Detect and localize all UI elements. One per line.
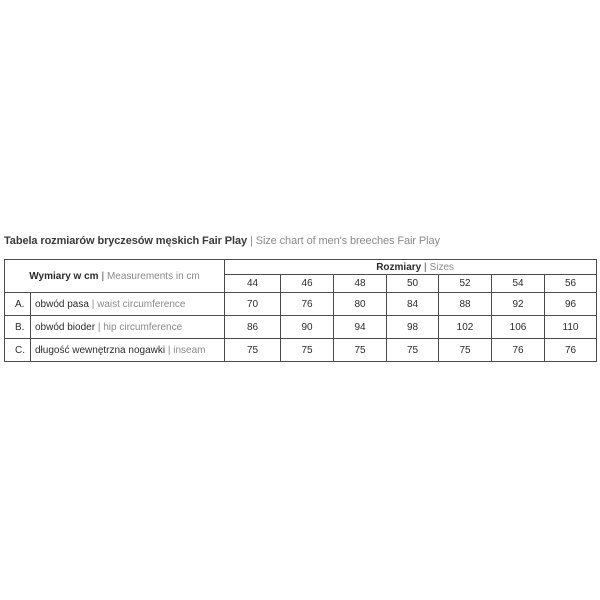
row-label-separator: |	[167, 344, 171, 356]
row-label	[31, 339, 225, 362]
size-cell: 54	[492, 275, 545, 293]
measurements-header	[5, 260, 225, 293]
sizes-header-en: Sizes	[429, 261, 455, 273]
row-label	[31, 316, 225, 339]
sizes-header	[225, 260, 597, 275]
size-cell: 50	[387, 275, 439, 293]
sizes-header-pl: Rozmiary	[376, 261, 422, 273]
value-cell: 70	[225, 293, 281, 316]
size-cell: 44	[225, 275, 281, 293]
title-separator: |	[249, 235, 253, 247]
row-label-en: waist circumference	[97, 298, 186, 310]
row-label-separator: |	[97, 321, 101, 333]
value-cell: 94	[334, 316, 387, 339]
title-polish: Tabela rozmiarów bryczesów męskich Fair Play	[4, 235, 247, 247]
value-cell: 75	[281, 339, 334, 362]
row-letter: A.	[5, 293, 31, 316]
size-chart-table	[4, 259, 597, 362]
value-cell: 90	[281, 316, 334, 339]
sizes-header-separator: |	[423, 261, 427, 273]
value-cell: 110	[545, 316, 597, 339]
measurements-header-separator: |	[101, 270, 105, 282]
table-row	[5, 316, 597, 339]
value-cell: 76	[545, 339, 597, 362]
value-cell: 96	[545, 293, 597, 316]
row-label-pl: obwód bioder	[35, 321, 96, 333]
value-cell: 80	[334, 293, 387, 316]
row-label-en: hip circumference	[103, 321, 183, 333]
size-cell: 46	[281, 275, 334, 293]
size-cell: 52	[439, 275, 492, 293]
value-cell: 75	[439, 339, 492, 362]
row-label	[31, 293, 225, 316]
value-cell: 84	[387, 293, 439, 316]
measurements-header-pl: Wymiary w cm	[29, 270, 99, 282]
value-cell: 88	[439, 293, 492, 316]
value-cell: 106	[492, 316, 545, 339]
row-letter: B.	[5, 316, 31, 339]
value-cell: 98	[387, 316, 439, 339]
value-cell: 102	[439, 316, 492, 339]
page-title	[4, 235, 440, 247]
size-cell: 56	[545, 275, 597, 293]
value-cell: 75	[387, 339, 439, 362]
value-cell: 76	[492, 339, 545, 362]
value-cell: 76	[281, 293, 334, 316]
table-row	[5, 293, 597, 316]
row-label-separator: |	[91, 298, 95, 310]
row-label-pl: długość wewnętrzna nogawki	[35, 344, 166, 356]
row-label-en: inseam	[173, 344, 206, 356]
value-cell: 86	[225, 316, 281, 339]
header-row-top	[5, 260, 597, 275]
row-letter: C.	[5, 339, 31, 362]
measurements-header-en: Measurements in cm	[106, 270, 200, 282]
title-english: Size chart of men's breeches Fair Play	[255, 235, 440, 247]
value-cell: 75	[225, 339, 281, 362]
table-row	[5, 339, 597, 362]
value-cell: 92	[492, 293, 545, 316]
value-cell: 75	[334, 339, 387, 362]
row-label-pl: obwód pasa	[35, 298, 89, 310]
size-cell: 48	[334, 275, 387, 293]
